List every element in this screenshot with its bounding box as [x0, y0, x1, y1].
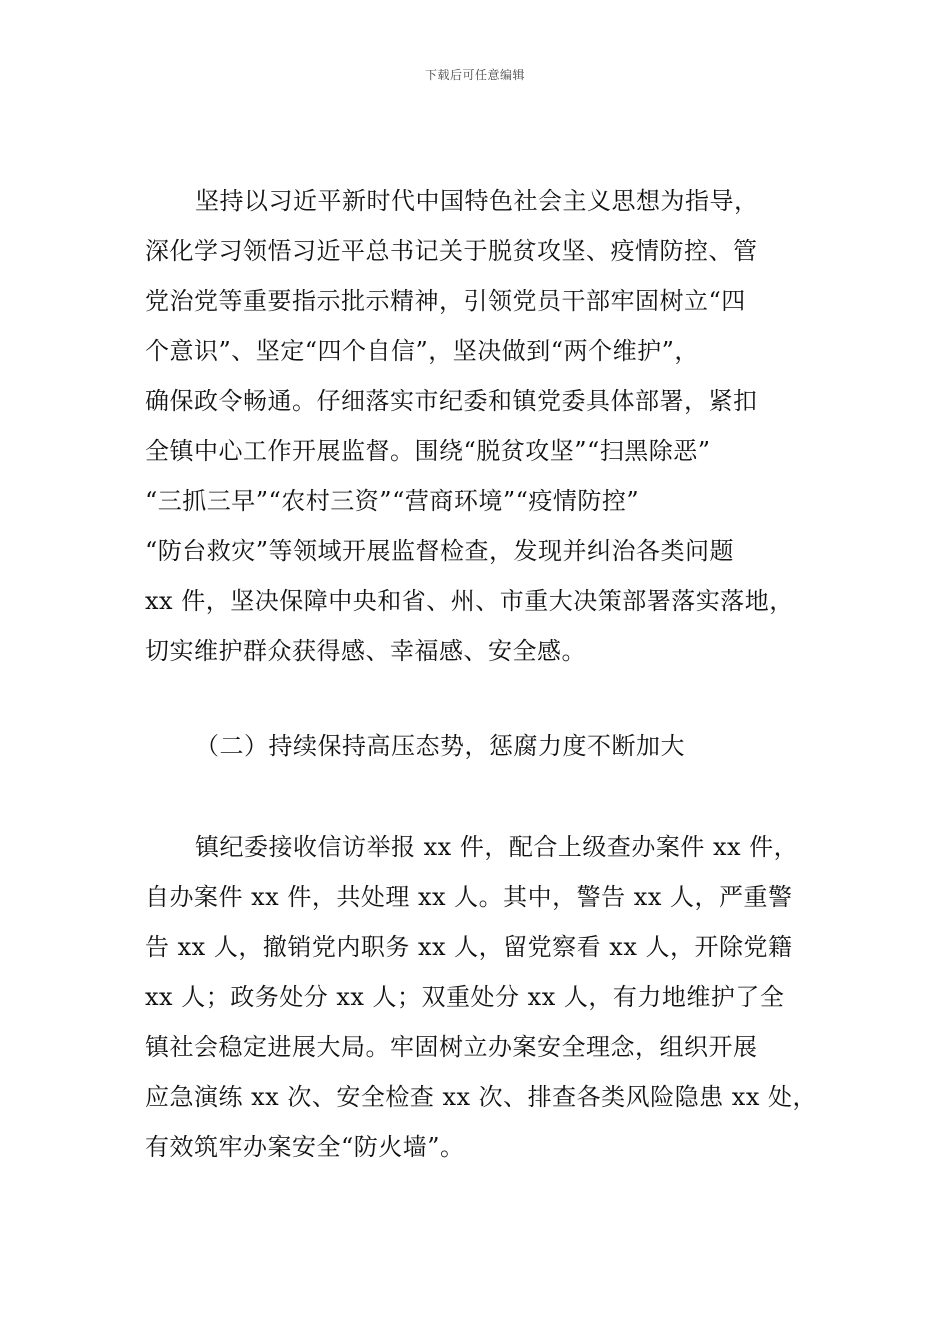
section-heading — [145, 721, 815, 771]
paragraph-line: 应急演练 xx 次、安全检查 xx 次、排查各类风险隐患 xx 处， — [145, 1083, 817, 1111]
paragraph-line: “防台救灾”等领域开展监督检查，发现并纠治各类问题 — [145, 537, 735, 565]
paragraph-line: 坚持以习近平新时代中国特色社会主义思想为指导， — [195, 187, 759, 215]
paragraph-line: xx 件，坚决保障中央和省、州、市重大决策部署落实落地， — [145, 587, 794, 615]
paragraph-line: 告 xx 人，撤销党内职务 xx 人，留党察看 xx 人，开除党籍 — [145, 933, 793, 961]
paragraph-line: 党治党等重要指示批示精神，引领党员干部牢固树立“四 — [145, 287, 746, 315]
paragraph-line: 有效筑牢办案安全“防火墙”。 — [145, 1133, 465, 1161]
paragraph-line: xx 人；政务处分 xx 人；双重处分 xx 人，有力地维护了全 — [145, 983, 785, 1011]
paragraph-line: 切实维护群众获得感、幸福感、安全感。 — [145, 637, 586, 665]
paragraph-line: 自办案件 xx 件，共处理 xx 人。其中，警告 xx 人，严重警 — [145, 883, 793, 911]
paragraph-line: “三抓三早”“农村三资”“营商环境”“疫情防控” — [145, 487, 640, 515]
paragraph-case-handling — [145, 822, 815, 1172]
paragraph-line: 镇纪委接收信访举报 xx 件，配合上级查办案件 xx 件， — [195, 833, 799, 861]
paragraph-line: 深化学习领悟习近平总书记关于脱贫攻坚、疫情防控、管 — [145, 237, 758, 265]
paragraph-line: 确保政令畅通。仔细落实市纪委和镇党委具体部署，紧扣 — [145, 387, 758, 415]
paragraph-line: 个意识”、坚定“四个自信”，坚决做到“两个维护”， — [145, 337, 699, 365]
section-heading-text: （二）持续保持高压态势，惩腐力度不断加大 — [195, 732, 685, 760]
header-note: 下载后可任意编辑 — [424, 68, 525, 82]
paragraph-supervision — [145, 176, 815, 676]
paragraph-line: 镇社会稳定进展大局。牢固树立办案安全理念，组织开展 — [145, 1033, 758, 1061]
paragraph-line: 全镇中心工作开展监督。围绕“脱贫攻坚”“扫黑除恶” — [145, 437, 711, 465]
